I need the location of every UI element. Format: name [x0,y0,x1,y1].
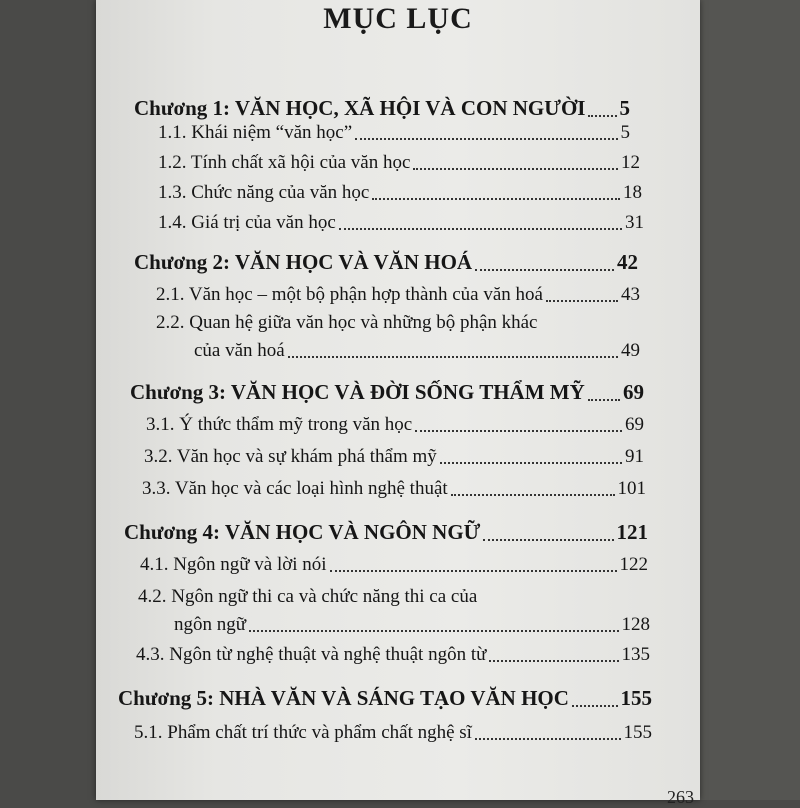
leader-dots [339,227,622,230]
toc-section-2-1: 2.1. Văn học – một bộ phận hợp thành của văn hoá 43 [156,284,640,305]
toc-section-4-2-line1: 4.2. Ngôn ngữ thi ca và chức năng thi ca của [138,586,478,607]
toc-chapter-2: Chương 2: VĂN HỌC VÀ VĂN HOÁ 42 [134,250,638,274]
leader-dots [372,197,620,200]
leader-dots [475,737,621,740]
page-number: 263 [667,787,694,807]
toc-section-1-4: 1.4. Giá trị của văn học 31 [158,212,644,233]
toc-section-4-2: ngôn ngữ 128 [174,614,650,635]
leader-dots [288,355,618,358]
toc-chapter-3: Chương 3: VĂN HỌC VÀ ĐỜI SỐNG THẨM MỸ 69 [130,380,644,404]
leader-dots [572,704,618,707]
toc-chapter-4: Chương 4: VĂN HỌC VÀ NGÔN NGỮ 121 [124,520,648,544]
toc-section-2-2-line1: 2.2. Quan hệ giữa văn học và những bộ phận khác [156,312,538,333]
toc-chapter-1: Chương 1: VĂN HỌC, XÃ HỘI VÀ CON NGƯỜI 5 [134,96,630,120]
toc-section-3-2: 3.2. Văn học và sự khám phá thẩm mỹ 91 [144,446,644,467]
leader-dots [588,398,620,401]
leader-dots [475,268,614,271]
leader-dots [451,493,615,496]
leader-dots [483,538,613,541]
leader-dots [415,429,622,432]
page-title: MỤC LỤC [323,2,473,35]
leader-dots [330,569,617,572]
toc-section-2-2: của văn hoá 49 [194,340,640,361]
leader-dots [249,629,618,632]
toc-chapter-5: Chương 5: NHÀ VĂN VÀ SÁNG TẠO VĂN HỌC 155 [118,686,652,710]
leader-dots [588,114,616,117]
background-edge [700,0,800,800]
toc-section-4-3: 4.3. Ngôn từ nghệ thuật và nghệ thuật ngôn từ 135 [136,644,650,665]
toc-section-1-1: 1.1. Khái niệm “văn học” 5 [158,122,630,143]
toc-section-1-2: 1.2. Tính chất xã hội của văn học 12 [158,152,640,173]
toc-section-1-3: 1.3. Chức năng của văn học 18 [158,182,642,203]
leader-dots [413,167,618,170]
book-page [96,0,700,807]
leader-dots [546,299,618,302]
toc-section-5-1: 5.1. Phẩm chất trí thức và phẩm chất nghệ sĩ 155 [134,722,652,743]
leader-dots [489,659,618,662]
leader-dots [440,461,622,464]
toc-section-3-1: 3.1. Ý thức thẩm mỹ trong văn học 69 [146,414,644,435]
toc-section-3-3: 3.3. Văn học và các loại hình nghệ thuật 101 [142,478,646,499]
leader-dots [355,137,617,140]
toc-section-4-1: 4.1. Ngôn ngữ và lời nói 122 [140,554,648,575]
